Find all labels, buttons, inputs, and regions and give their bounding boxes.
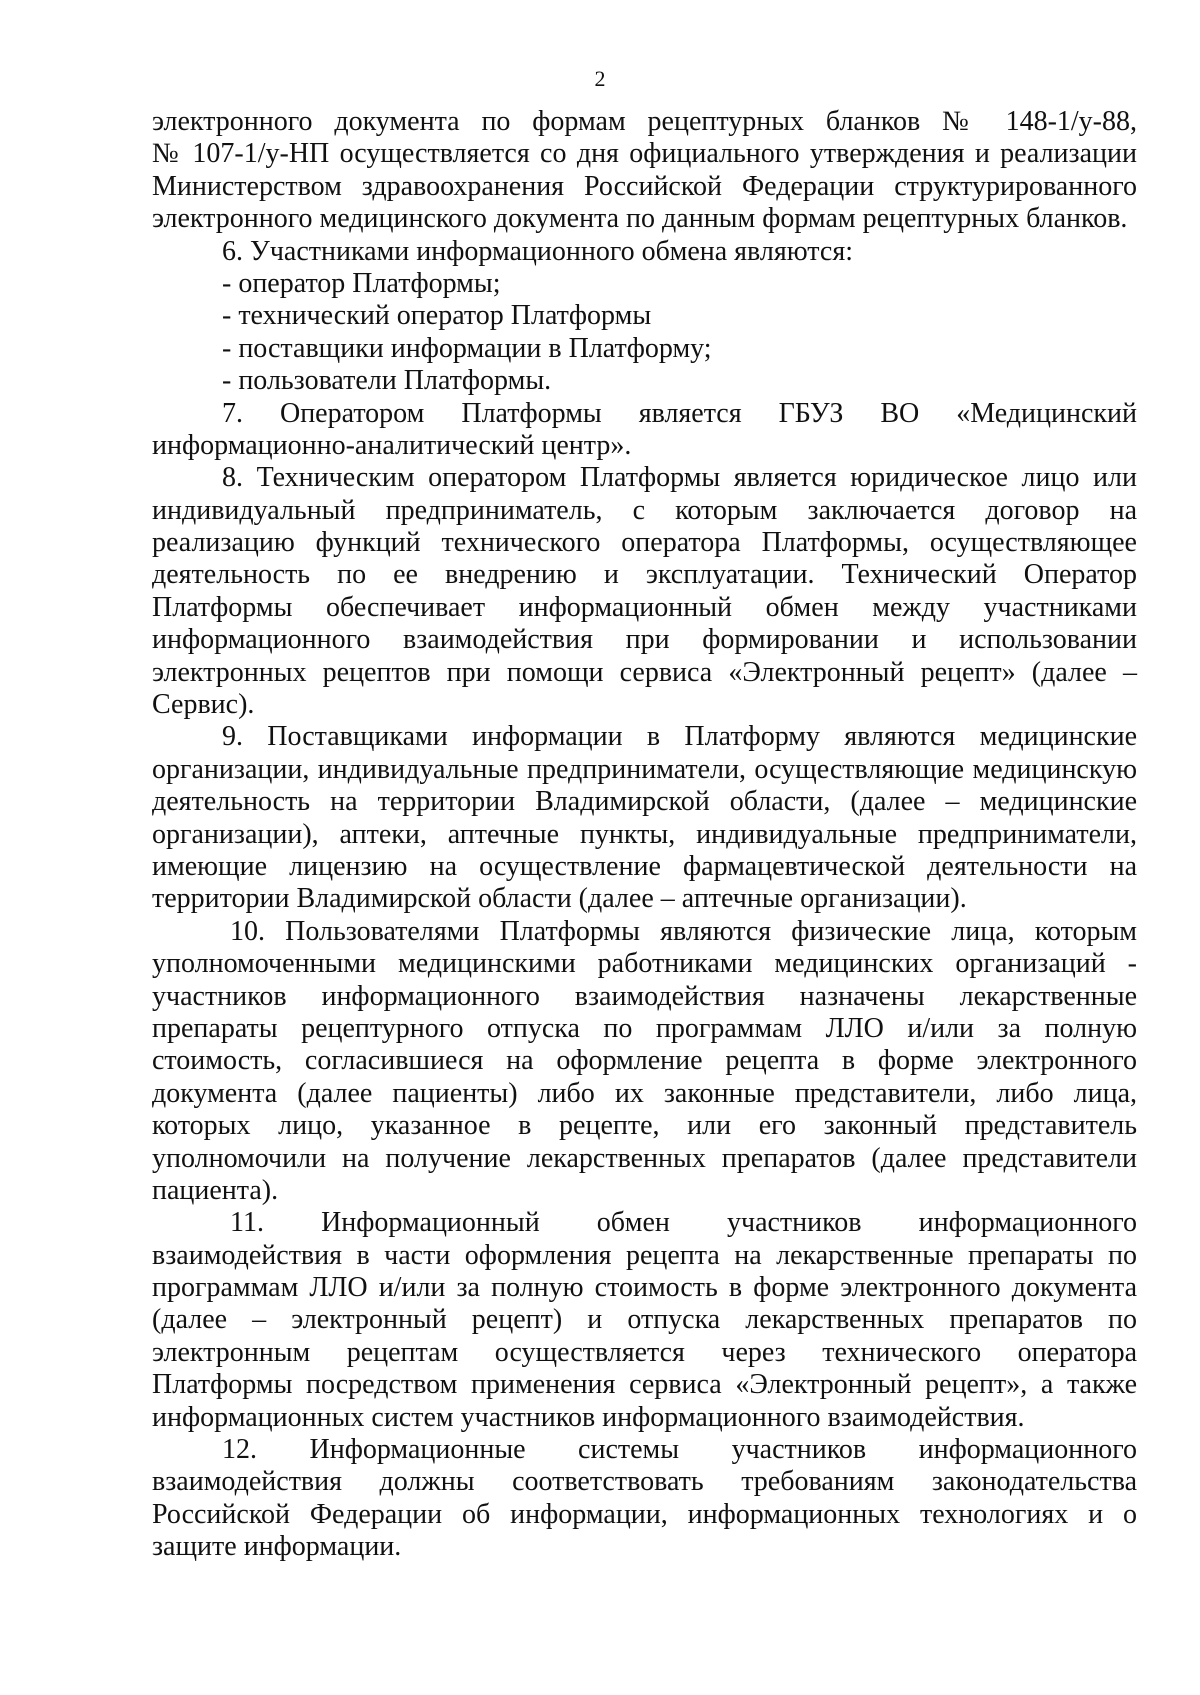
text-line: препараты рецептурного отпуска по программам ЛЛО и/или за полную [152, 1012, 1137, 1044]
paragraph-9-line: 9. Поставщиками информации в Платформу являются медицинские [222, 721, 1137, 753]
text-line: деятельность по ее внедрению и эксплуатации. Технический Оператор [152, 559, 1137, 591]
text-line: электронного медицинского документа по данным формам рецептурных бланков. [152, 203, 1128, 235]
paragraph-11-line: 11. Информационный обмен участников информационного [230, 1207, 1137, 1239]
paragraph-8-line: 8. Техническим оператором Платформы является юридическое лицо или [222, 462, 1137, 494]
list-item: - пользователи Платформы. [222, 365, 552, 397]
text-line: Сервис). [152, 689, 255, 721]
text-line: (далее – электронный рецепт) и отпуска лекарственных препаратов по [152, 1304, 1137, 1336]
text-line: реализацию функций технического оператора Платформы, осуществляющее [152, 527, 1137, 559]
text-line: информационно-аналитический центр». [152, 429, 632, 461]
text-line: индивидуальный предприниматель, с которым заключается договор на [152, 494, 1137, 526]
text-line: взаимодействия в части оформления рецепта на лекарственные препараты по [152, 1239, 1137, 1271]
paragraph-7-line: 7. Оператором Платформы является ГБУЗ ВО «Медицинский [222, 397, 1137, 429]
text-line: Платформы обеспечивает информационный обмен между участниками [152, 591, 1137, 623]
text-line: защите информации. [152, 1531, 402, 1563]
paragraph-10-line: 10. Пользователями Платформы являются физические лица, которым [230, 915, 1137, 947]
text-line: электронного документа по формам рецептурных бланков № 148-1/у-88, [152, 106, 1137, 137]
text-line: стоимость, согласившиеся на оформление рецепта в форме электронного [152, 1045, 1137, 1077]
text-line: пациента). [152, 1174, 279, 1206]
paragraph-12-line: 12. Информационные системы участников информационного [222, 1434, 1137, 1466]
text-line: Министерством здравоохранения Российской Федерации структурированного [152, 170, 1137, 202]
text-line: документа (далее пациенты) либо их законные представители, либо лица, [152, 1077, 1137, 1109]
text-line: уполномочили на получение лекарственных препаратов (далее представители [152, 1142, 1137, 1174]
text-line: Платформы посредством применения сервиса «Электронный рецепт», а также [152, 1369, 1137, 1401]
text-line: организации, индивидуальные предприниматели, осуществляющие медицинскую [152, 753, 1137, 785]
text-line: уполномоченными медицинскими работниками медицинских организаций - [152, 948, 1137, 980]
text-line: организации), аптеки, аптечные пункты, индивидуальные предприниматели, [152, 818, 1137, 850]
text-line: имеющие лицензию на осуществление фармацевтической деятельности на [152, 850, 1137, 882]
text-line: электронным рецептам осуществляется через технического оператора [152, 1336, 1137, 1368]
paragraph-6-line: 6. Участниками информационного обмена являются: [222, 235, 853, 267]
text-line: программам ЛЛО и/или за полную стоимость в форме электронного документа [152, 1272, 1137, 1304]
page-number: 2 [594, 66, 606, 91]
text-line: деятельность на территории Владимирской области, (далее – медицинские [152, 786, 1137, 818]
text-line: № 107-1/у-НП осуществляется со дня официального утверждения и реализации [152, 138, 1137, 170]
text-line: Российской Федерации об информации, информационных технологиях и о [152, 1498, 1137, 1530]
text-line: взаимодействия должны соответствовать требованиям законодательства [152, 1466, 1137, 1498]
list-item: - оператор Платформы; [222, 267, 501, 299]
text-line: электронных рецептов при помощи сервиса «Электронный рецепт» (далее – [152, 656, 1137, 688]
list-item: - технический оператор Платформы [222, 300, 652, 332]
text-line: территории Владимирской области (далее – аптечные организации). [152, 883, 967, 915]
list-item: - поставщики информации в Платформу; [222, 332, 712, 364]
text-line: информационного взаимодействия при формировании и использовании [152, 624, 1137, 656]
text-line: которых лицо, указанное в рецепте, или его законный представитель [152, 1110, 1137, 1142]
document-body [152, 106, 1137, 1564]
text-line: участников информационного взаимодействия назначены лекарственные [152, 980, 1137, 1012]
text-line: информационных систем участников информационного взаимодействия. [152, 1401, 1025, 1433]
